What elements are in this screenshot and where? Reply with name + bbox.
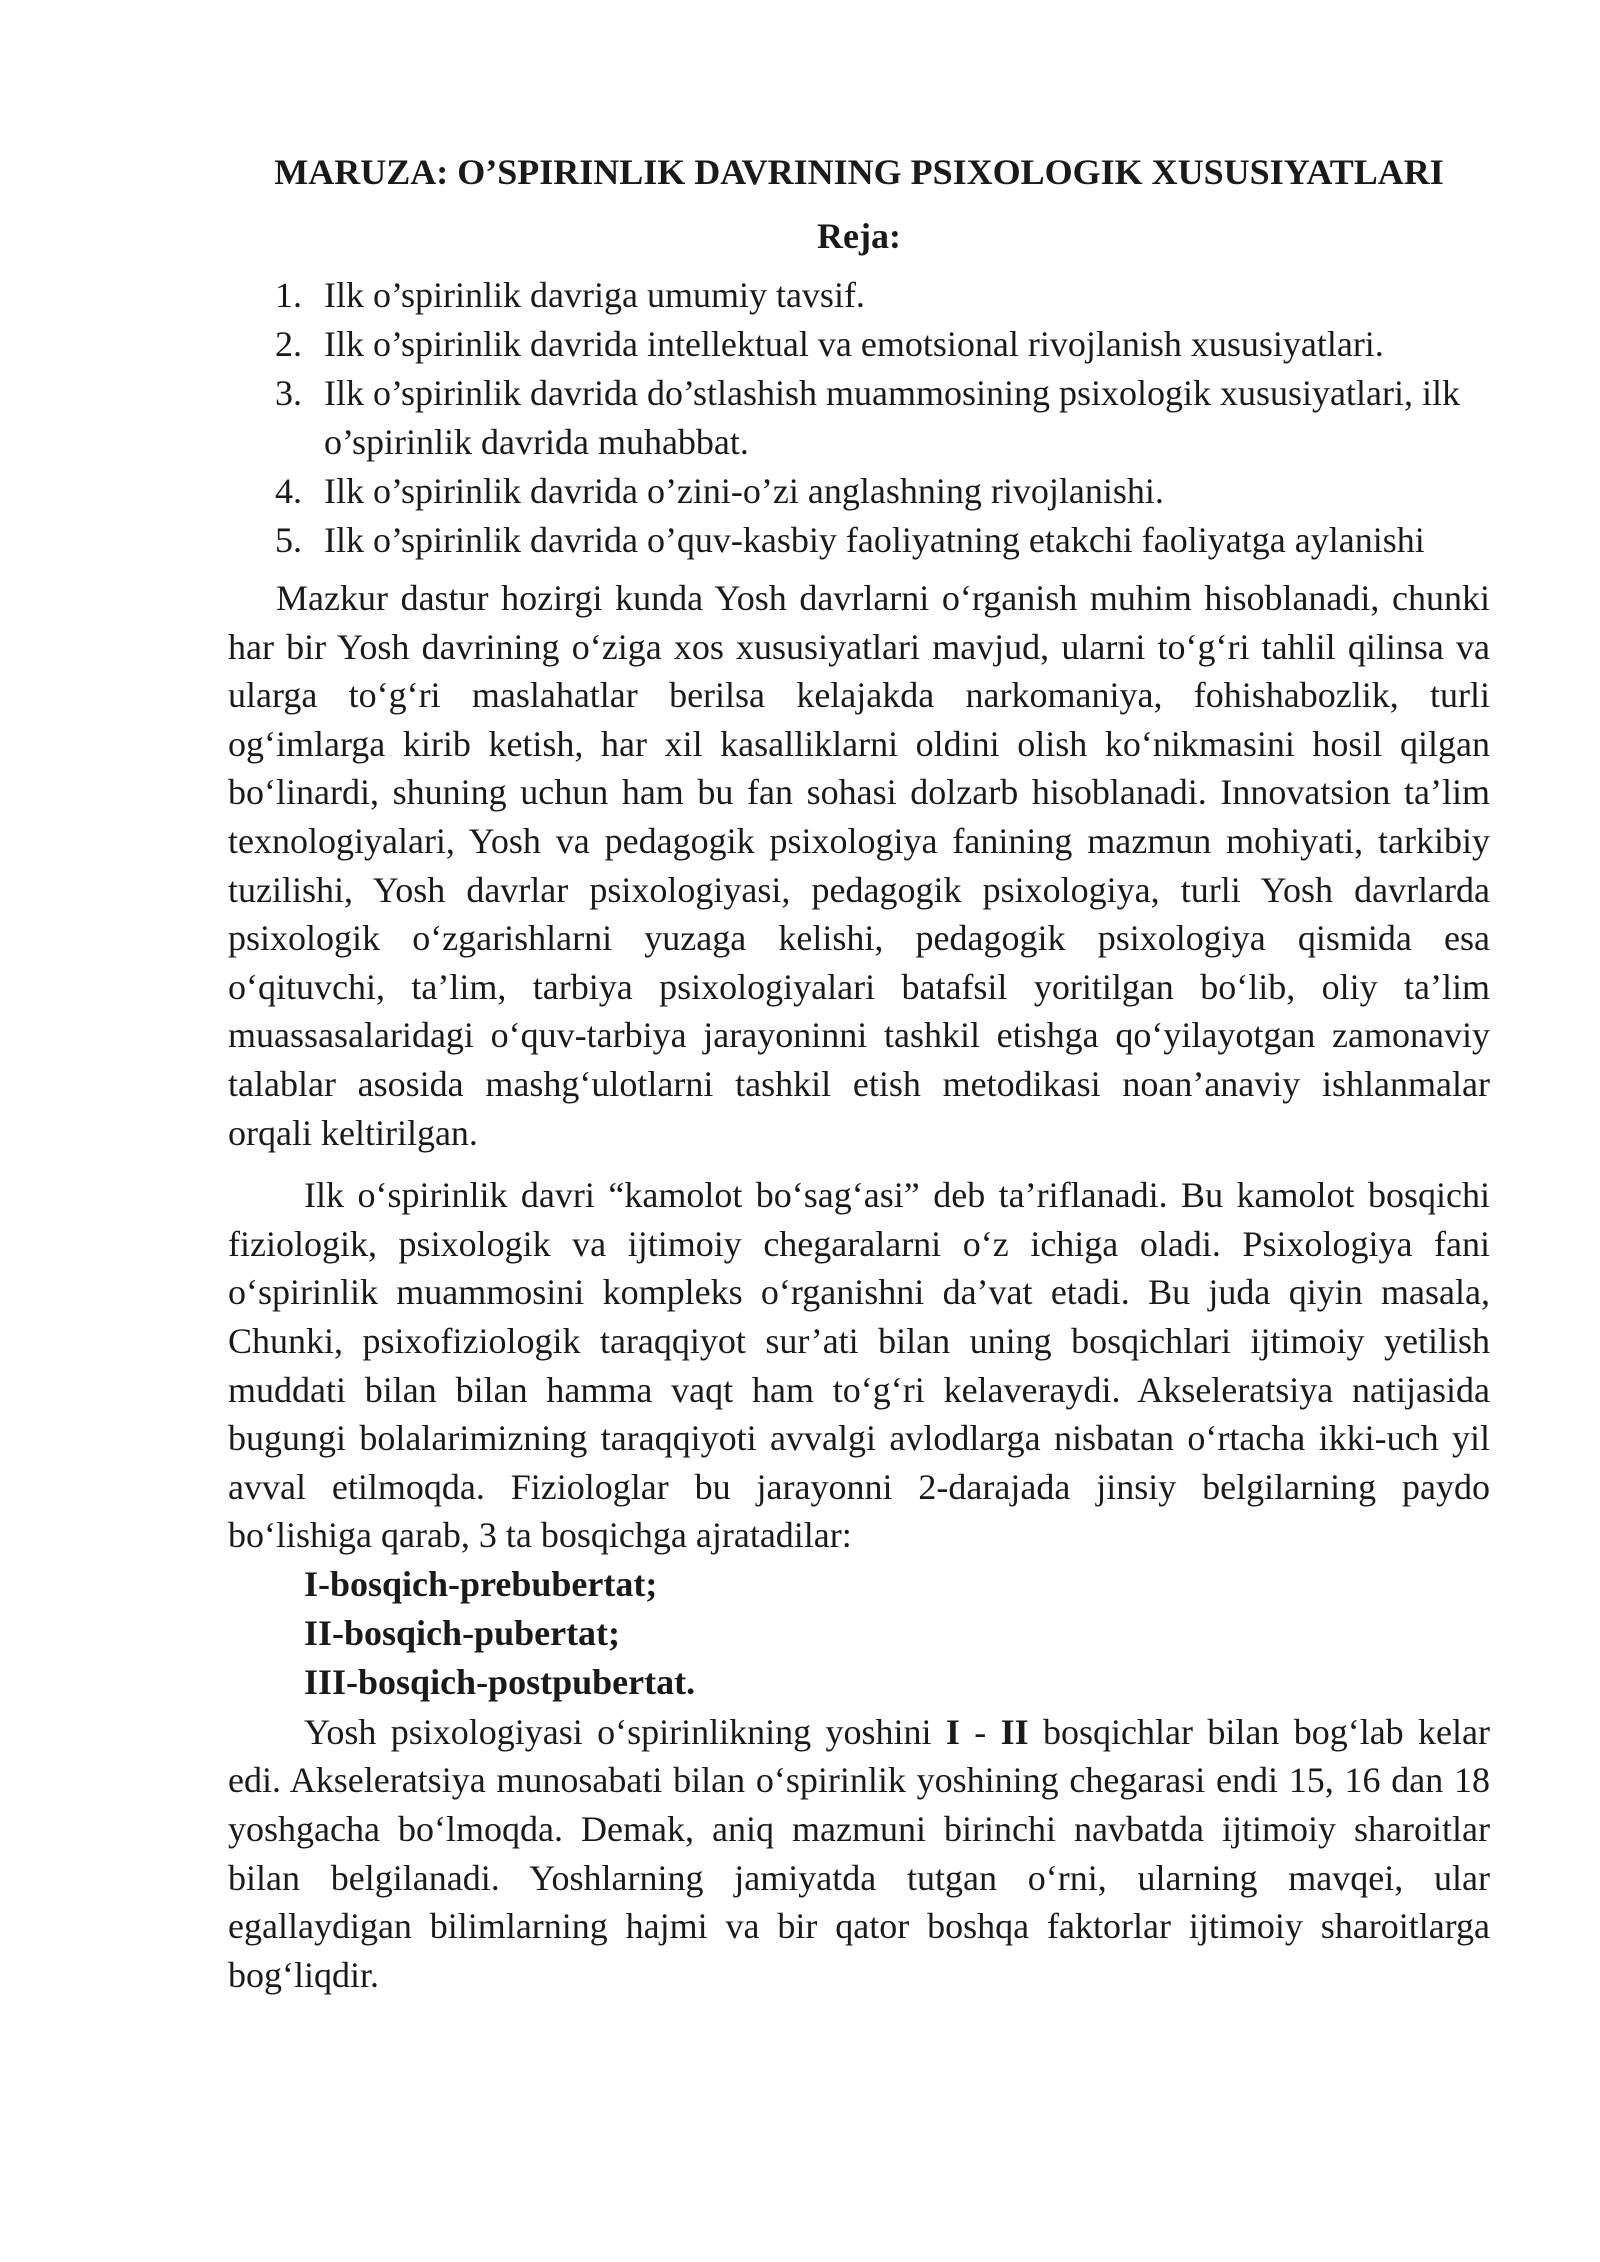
plan-item <box>228 271 1490 320</box>
stage-item: II-bosqich-pubertat; <box>304 1612 621 1653</box>
plan-list <box>228 271 1490 565</box>
plan-item-text: Ilk o’spirinlik davrida o’zini-o’zi anglashning rivojlanishi. <box>324 471 1164 511</box>
stage-item: I-bosqich-prebubertat; <box>304 1563 658 1604</box>
plan-item-text: Ilk o’spirinlik davriga umumiy tavsif. <box>324 275 865 315</box>
plan-item-text: Ilk o’spirinlik davrida o’quv-kasbiy faoliyatning etakchi faoliyatga aylanishi <box>324 520 1425 560</box>
plan-item <box>228 467 1490 516</box>
dash: - <box>959 1711 1001 1752</box>
paragraph-text: bosqichlar bilan bog‘lab kelar edi. Akseleratsiya munosabati bilan o‘spirinlik yoshining chegarasi endi 15, 16 dan 18 yoshgacha bo‘lmoqda. Demak, aniq mazmuni birinchi navbatda ijtimoiy sharoitlar bilan belgilanadi. Yoshlarning jamiyatda tutgan o‘rni, ularning mavqei, ular egallaydigan bilimlarning hajmi va bir qator boshqa faktorlar ijtimoiy sharoitlarga bog‘liqdir. <box>228 1711 1490 1995</box>
paragraph-text: Yosh psixologiyasi o‘spirinlikning yoshini <box>304 1711 946 1752</box>
stage-item: III-bosqich-postpubertat. <box>304 1661 696 1702</box>
stages-list <box>228 1560 1490 1707</box>
roman-one: I <box>945 1711 960 1752</box>
plan-heading: Reja: <box>817 216 901 256</box>
plan-item-number: 2. <box>275 324 302 364</box>
plan-item <box>228 369 1490 467</box>
plan-item-number: 5. <box>275 520 302 560</box>
paragraph-maturity: Ilk o‘spirinlik davri “kamolot bo‘sag‘asi” deb ta’riflanadi. Bu kamolot bosqichi fiziologik, psixologik va ijtimoiy chegaralarni o‘z ichiga oladi. Psixologiya fani o‘spirinlik muammosini kompleks o‘rganishni da’vat etadi. Bu juda qiyin masala, Chunki, psixofiziologik taraqqiyot sur’ati bilan uning bosqichlari ijtimoiy yetilish muddati bilan bilan hamma vaqt ham to‘g‘ri kelaveraydi. Akseleratsiya natijasida bugungi bolalarimizning taraqqiyoti avvalgi avlodlarga nisbatan o‘rtacha ikki-uch yil avval etilmoqda. Fiziologlar bu jarayonni 2-darajada jinsiy belgilarning paydo bo‘lishiga qarab, 3 ta bosqichga ajratadilar: <box>228 1175 1490 1556</box>
paragraph-intro: Mazkur dastur hozirgi kunda Yosh davrlarni o‘rganish muhim hisoblanadi, chunki har bir Yosh davrining o‘ziga xos xususiyatlari mavjud, ularni to‘g‘ri tahlil qilinsa va ularga to‘g‘ri maslahatlar berilsa kelajakda narkomaniya, fohishabozlik, turli og‘imlarga kirib ketish, har xil kasalliklarni oldini olish ko‘nikmasini hosil qilgan bo‘linardi, shuning uchun ham bu fan sohasi dolzarb hisoblanadi. Innovatsion ta’lim texnologiyalari, Yosh va pedagogik psixologiya fanining mazmun mohiyati, tarkibiy tuzilishi, Yosh davrlar psixologiyasi, pedagogik psixologiya, turli Yosh davrlarda psixologik o‘zgarishlarni yuzaga kelishi, pedagogik psixologiya qismida esa o‘qituvchi, ta’lim, tarbiya psixologiyalari batafsil yoritilgan bo‘lib, oliy ta’lim muassasalaridagi o‘quv-tarbiya jarayoninni tashkil etishga qo‘yilayotgan zamonaviy talablar asosida mashg‘ulotlarni tashkil etish metodikasi noan’anaviy ishlanmalar orqali keltirilgan. <box>228 578 1490 1153</box>
plan-item-number: 4. <box>275 471 302 511</box>
document-page <box>228 148 1490 1999</box>
plan-item <box>228 516 1490 565</box>
plan-item <box>228 320 1490 369</box>
paragraph-age-boundaries <box>228 1708 1490 2000</box>
roman-two: II <box>1000 1711 1029 1752</box>
plan-item-number: 3. <box>275 373 302 413</box>
plan-item-text: Ilk o’spirinlik davrida do’stlashish muammosining psixologik xususiyatlari, ilk o’spirinlik davrida muhabbat. <box>324 373 1460 462</box>
plan-item-text: Ilk o’spirinlik davrida intellektual va emotsional rivojlanish xususiyatlari. <box>324 324 1384 364</box>
lecture-title: MARUZA: O’SPIRINLIK DAVRINING PSIXOLOGIK XUSUSIYATLARI <box>274 152 1444 192</box>
plan-item-number: 1. <box>275 275 302 315</box>
